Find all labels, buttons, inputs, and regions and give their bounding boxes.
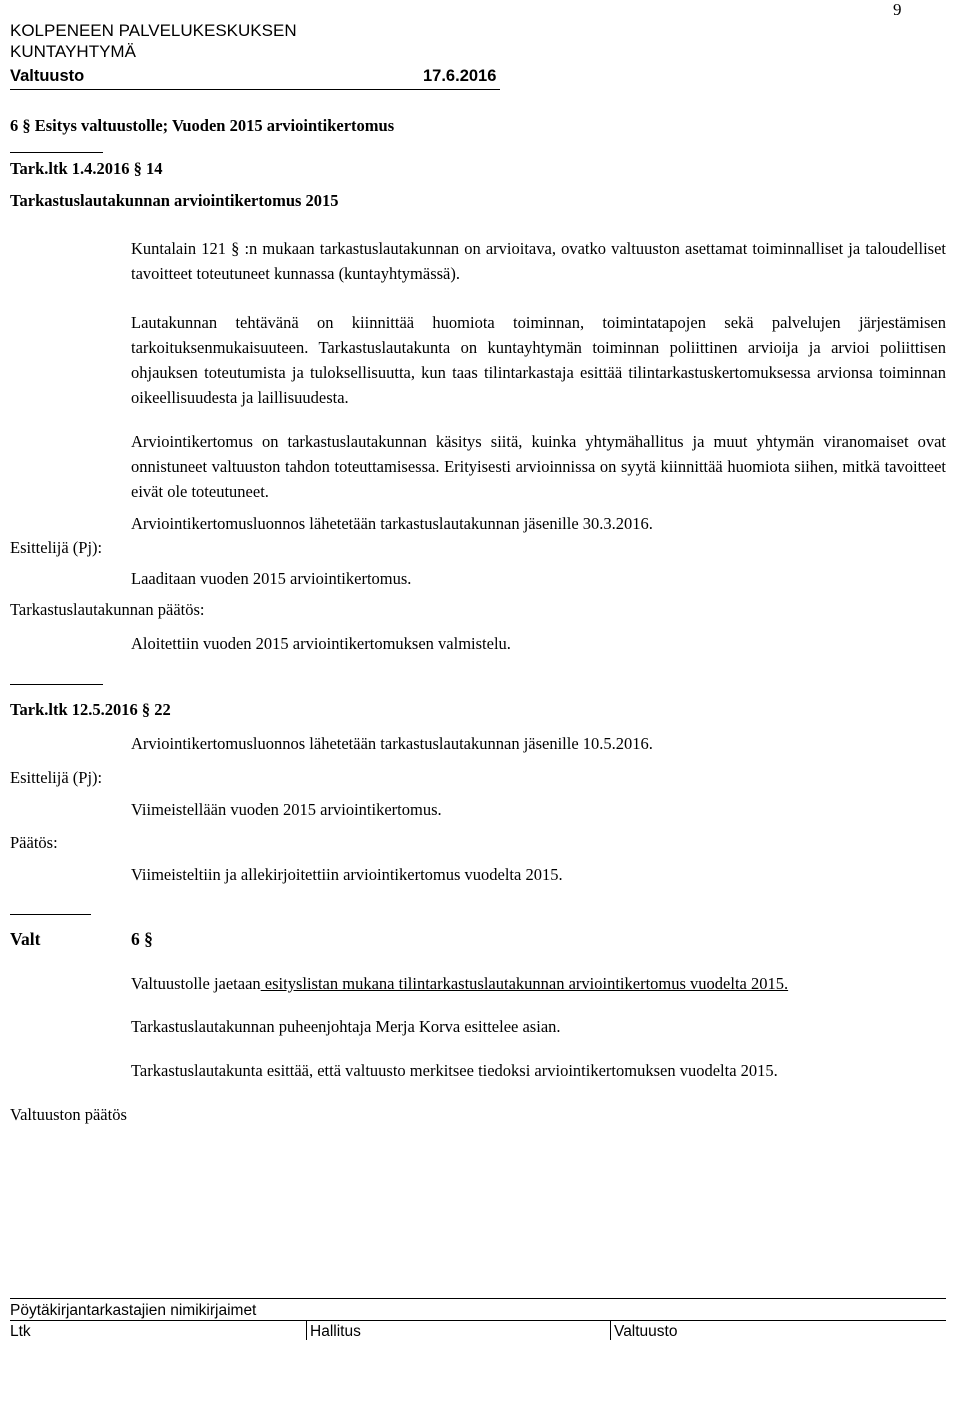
- footer-divider-1: [306, 1320, 307, 1340]
- ref2-section: 22: [154, 700, 171, 719]
- paragraph-arviointikertomus: Arviointikertomus on tarkastuslautakunnan käsitys siitä, kuinka yhtymähallitus ja muut yhtymän viranomaiset ovat onnistuneet valtuuston tahdon toteuttamisessa. Erityisesti arvioinnissa on syytä kiinnittää huomiota siihen, mitkä tavoitteet eivät ole toteutuneet.: [131, 432, 946, 501]
- board-decision-text: Aloitettiin vuoden 2015 arviointikertomuksen valmistelu.: [131, 634, 511, 653]
- valt-paragraph-jaetaan-underlined: esityslistan mukana tilintarkastuslautakunnan arviointikertomus vuodelta 2015.: [260, 974, 789, 993]
- ref1-section: 14: [146, 159, 163, 178]
- valt-heading: [131, 928, 153, 950]
- paragraph-kuntalaki: Kuntalain 121 § :n mukaan tarkastuslautakunnan on arvioitava, ovatko valtuuston asettamat toiminnalliset ja taloudelliset tavoitteet toteutuneet kunnassa (kuntayhtymässä).: [131, 239, 946, 283]
- presenter-label-1: Esittelijä (Pj):: [10, 538, 103, 557]
- footer-rule: [10, 1298, 946, 1299]
- ref1-heading: [10, 158, 163, 180]
- ref2-rule: [10, 684, 103, 685]
- ref1-subtitle: Tarkastuslautakunnan arviointikertomus 2015: [10, 191, 339, 210]
- paragraph-luonnos-lahetys: Arviointikertomusluonnos lähetetään tarkastuslautakunnan jäsenille 30.3.2016.: [131, 514, 653, 533]
- page-number: 9: [893, 0, 902, 19]
- footer-col-valtuusto: Valtuusto: [614, 1323, 678, 1340]
- presenter-proposal-1: Laaditaan vuoden 2015 arviointikertomus.: [131, 569, 412, 588]
- section-title: [10, 115, 394, 137]
- footer-divider-2: [610, 1320, 611, 1340]
- meeting-date: 17.6.2016: [423, 67, 497, 85]
- council-decision-label: Valtuuston päätös: [10, 1105, 127, 1124]
- footer-col-ltk: Ltk: [10, 1323, 31, 1340]
- ref2-paragraph-luonnos: Arviointikertomusluonnos lähetetään tarkastuslautakunnan jäsenille 10.5.2016.: [131, 734, 653, 753]
- valt-paragraph-puheenjohtaja: Tarkastuslautakunnan puheenjohtaja Merja Korva esittelee asian.: [131, 1017, 561, 1036]
- ref2-section-mark: §: [141, 700, 151, 719]
- organization-name-line2: KUNTAYHTYMÄ: [10, 42, 136, 61]
- valt-paragraph-jaetaan-start: Valtuustolle jaetaan: [131, 974, 261, 993]
- valt-label: Valt: [10, 929, 41, 949]
- ref2-heading: [10, 699, 171, 721]
- decision-text: Viimeisteltiin ja allekirjoitettiin arviointikertomus vuodelta 2015.: [131, 865, 563, 884]
- decision-label: Päätös:: [10, 833, 58, 852]
- board-decision-label: Tarkastuslautakunnan päätös:: [10, 600, 205, 619]
- valt-section: 6: [131, 929, 140, 949]
- ref2-label: Tark.ltk 12.5.2016: [10, 700, 138, 719]
- valt-paragraph-esitys: Tarkastuslautakunta esittää, että valtuusto merkitsee tiedoksi arviointikertomuksen vuodelta 2015.: [131, 1061, 778, 1080]
- meeting-body: Valtuusto: [10, 67, 85, 85]
- valt-section-mark: §: [144, 929, 153, 949]
- footer-rule-2: [10, 1320, 946, 1321]
- footer-col-hallitus: Hallitus: [310, 1323, 361, 1340]
- section-number: 6: [10, 116, 19, 135]
- ref1-rule: [10, 152, 103, 153]
- presenter-proposal-2: Viimeistellään vuoden 2015 arviointikertomus.: [131, 800, 442, 819]
- header-rule: [10, 89, 500, 90]
- presenter-label-2: Esittelijä (Pj):: [10, 768, 103, 787]
- valt-rule: [10, 914, 91, 915]
- section-title-text: Esitys valtuustolle; Vuoden 2015 arviointikertomus: [34, 116, 395, 135]
- valt-paragraph-jaetaan: [131, 971, 788, 996]
- ref1-section-mark: §: [133, 159, 142, 178]
- paragraph-lautakunnan-tehtava: Lautakunnan tehtävänä on kiinnittää huomiota toiminnan, toimintatapojen sekä palvelujen järjestämisen tarkoituksenmukaisuuteen. Tarkastuslautakunta on kuntayhtymän toiminnan poliittinen arvioija ja arvioi poliittisen ohjauksen toteutumista ja tuloksellisuutta, kun taas tilintarkastaja esittää tilintarkastuskertomuksessa arvionsa toiminnan oikeellisuudesta ja laillisuudesta.: [131, 313, 946, 407]
- organization-name-line1: KOLPENEEN PALVELUKESKUKSEN: [10, 21, 297, 40]
- ref1-label: Tark.ltk 1.4.2016: [10, 159, 130, 178]
- section-mark: §: [22, 116, 31, 135]
- footer-title: Pöytäkirjantarkastajien nimikirjaimet: [10, 1302, 257, 1319]
